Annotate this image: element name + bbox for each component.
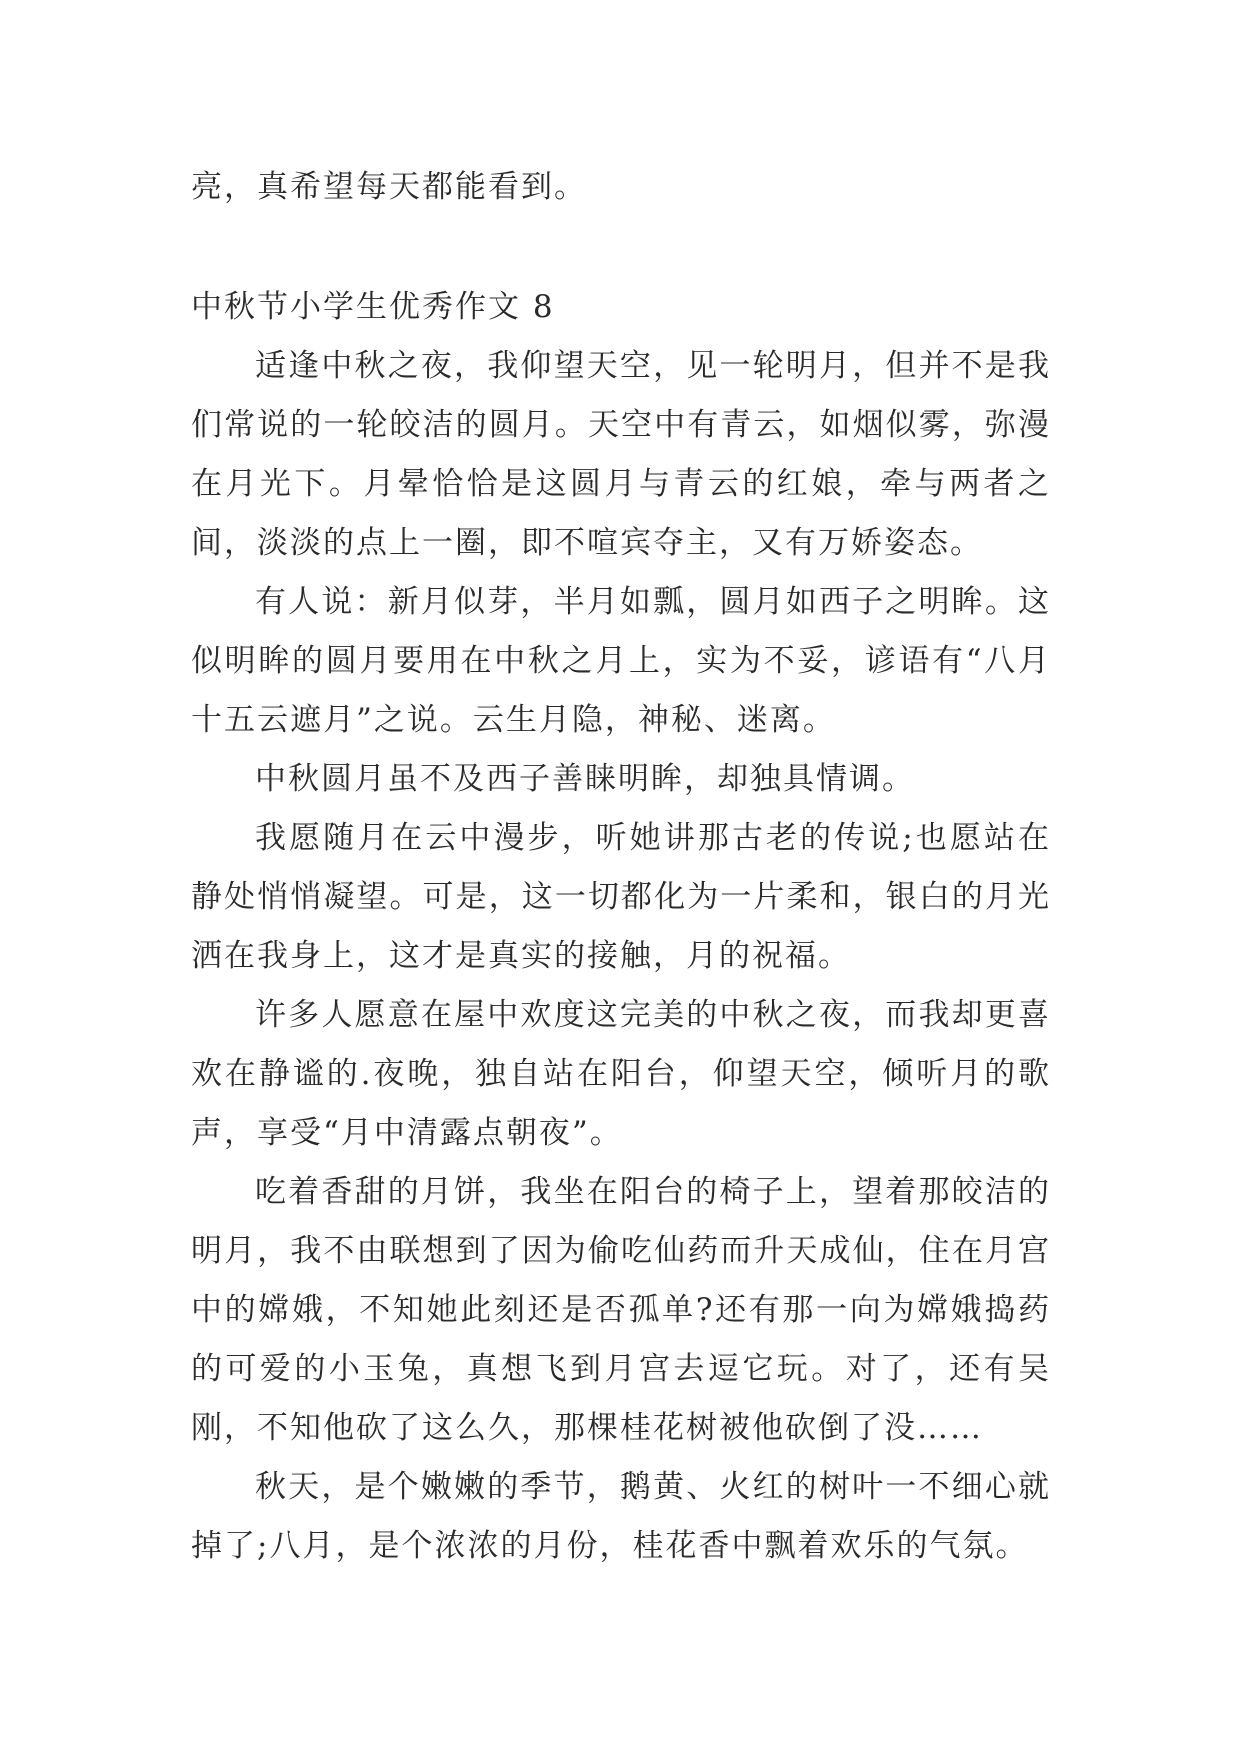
paragraph-1: 适逢中秋之夜，我仰望天空，见一轮明月，但并不是我们常说的一轮皎洁的圆月。天空中有青云，如烟似雾，弥漫在月光下。月晕恰恰是这圆月与青云的红娘，牵与两者之间，淡淡的点上一圈，即不喧宾夺主，又有万娇姿态。 bbox=[191, 348, 1051, 561]
paragraph-2: 有人说：新月似芽，半月如瓢，圆月如西子之明眸。这似明眸的圆月要用在中秋之月上，实为不妥，谚语有“八月十五云遮月”之说。云生月隐，神秘、迷离。 bbox=[191, 584, 1051, 738]
paragraph-6: 吃着香甜的月饼，我坐在阳台的椅子上，望着那皎洁的明月，我不由联想到了因为偷吃仙药而升天成仙，住在月宫中的嫦娥，不知她此刻还是否孤单?还有那一向为嫦娥捣药的可爱的小玉兔，真想飞到月宫去逗它玩。对了，还有吴刚，不知他砍了这么久，那棵桂花树被他砍倒了没…… bbox=[191, 1174, 1051, 1446]
document-body bbox=[191, 158, 1051, 1576]
paragraph-3: 中秋圆月虽不及西子善睐明眸，却独具情调。 bbox=[255, 761, 915, 797]
paragraph-4: 我愿随月在云中漫步，听她讲那古老的传说;也愿站在静处悄悄凝望。可是，这一切都化为一片柔和，银白的月光洒在我身上，这才是真实的接触，月的祝福。 bbox=[191, 820, 1051, 974]
section-title: 中秋节小学生优秀作文 8 bbox=[191, 289, 555, 325]
section-gap bbox=[191, 217, 1051, 278]
leading-fragment: 亮，真希望每天都能看到。 bbox=[191, 169, 587, 205]
paragraph-7: 秋天，是个嫩嫩的季节，鹅黄、火红的树叶一不细心就掉了;八月，是个浓浓的月份，桂花香中飘着欢乐的气氛。 bbox=[191, 1469, 1051, 1564]
paragraph-5: 许多人愿意在屋中欢度这完美的中秋之夜，而我却更喜欢在静谧的.夜晚，独自站在阳台，仰望天空，倾听月的歌声，享受“月中清露点朝夜”。 bbox=[191, 997, 1051, 1151]
